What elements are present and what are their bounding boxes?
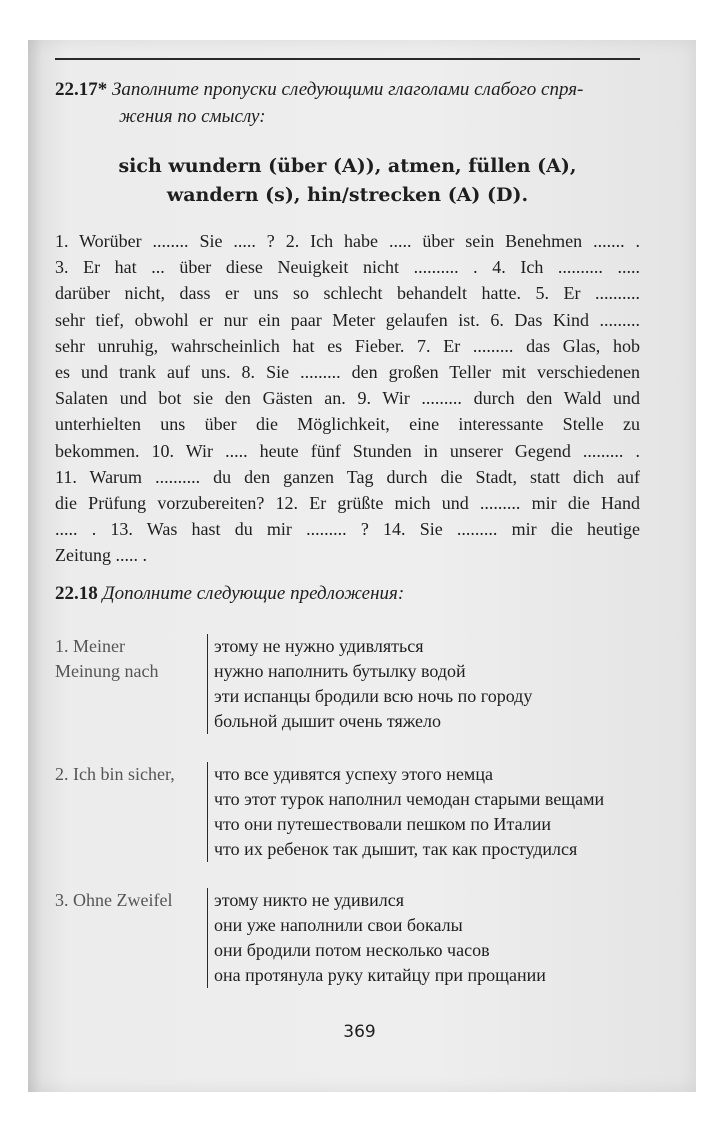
text-line: ..... . 13. Was hast du mir ......... ? 14. Sie ......... mir die heutige — [55, 519, 640, 540]
text-line: bekommen. 10. Wir ..... heute fünf Stunden in unserer Gegend ......... . — [55, 440, 640, 461]
option-line: больной дышит очень тяжело — [214, 711, 441, 731]
group-label-line1: 1. Meiner — [55, 636, 125, 656]
exercise-text — [55, 228, 640, 568]
text-line: darüber nicht, dass er uns so schlecht behandelt hatte. 5. Er .......... — [55, 283, 640, 304]
exercise-number: 22.18 — [55, 583, 98, 604]
text-line: 3. Er hat ... über diese Neuigkeit nicht .......... . 4. Ich .......... ..... — [55, 257, 640, 278]
option-line: что они путешествовали пешком по Италии — [214, 814, 551, 834]
verb-list-line2: wandern (s), hin/strecken (A) (D). — [166, 184, 529, 206]
option-line: они бродили потом несколько часов — [214, 940, 490, 960]
exercise-number: 22.17* — [55, 79, 108, 100]
text-line: unterhielten uns über die Möglichkeit, eine interessante Stelle zu — [55, 414, 640, 435]
option-line: они уже наполнили свои бокалы — [214, 915, 463, 935]
page-number: 369 — [343, 1022, 376, 1042]
group-options — [207, 634, 532, 734]
top-rule — [55, 58, 640, 60]
text-line: sehr tief, obwohl er nur ein paar Meter gelaufen ist. 6. Das Kind ......... — [55, 309, 640, 330]
option-line: эти испанцы бродили всю ночь по городу — [214, 686, 533, 706]
group-label-line2: Meinung nach — [55, 661, 159, 681]
text-line: sehr unruhig, wahrscheinlich hat es Fieber. 7. Er ......... das Glas, hob — [55, 335, 640, 356]
group-label-line1: 3. Ohne Zweifel — [55, 890, 173, 910]
text-line: 1. Worüber ........ Sie ..... ? 2. Ich habe ..... über sein Benehmen ....... . — [55, 231, 640, 251]
option-line: она протянула руку китайцу при прощании — [214, 965, 546, 985]
exercise-22-17-heading — [55, 76, 640, 130]
group-options — [207, 762, 604, 862]
group-label — [55, 888, 203, 913]
option-line: нужно наполнить бутылку водой — [214, 661, 466, 681]
exercise-instruction-line2: жения по смыслу: — [119, 106, 266, 127]
text-line: es und trank auf uns. 8. Sie ......... den großen Teller mit verschiedenen — [55, 361, 640, 382]
group-label — [55, 634, 203, 684]
verb-list — [55, 152, 640, 210]
option-line: что этот турок наполнил чемодан старыми вещами — [214, 789, 605, 809]
group-options — [207, 888, 546, 988]
exercise-instruction-line1: Заполните пропуски следующими глаголами слабого спря- — [112, 79, 584, 100]
group-label — [55, 762, 203, 787]
verb-list-line1: sich wundern (über (A)), atmen, füllen (A), — [118, 155, 577, 177]
option-line: что все удивятся успеху этого немца — [214, 764, 493, 784]
text-line: Zeitung ..... . — [55, 545, 147, 566]
text-line: 11. Warum .......... du den ganzen Tag durch die Stadt, statt dich auf — [55, 466, 640, 487]
exercise-22-18-heading — [55, 580, 640, 607]
option-line: этому не нужно удивляться — [214, 636, 424, 656]
option-line: что их ребенок так дышит, так как простудился — [214, 839, 578, 859]
text-line: Salaten und bot sie den Gästen an. 9. Wir ......... durch den Wald und — [55, 388, 640, 409]
exercise-instruction: Дополните следующие предложения: — [102, 583, 405, 604]
text-line: die Prüfung vorzubereiten? 12. Er grüßte mich und ......... mir die Hand — [55, 492, 640, 513]
option-line: этому никто не удивился — [214, 890, 404, 910]
group-label-line1: 2. Ich bin sicher, — [55, 764, 175, 784]
